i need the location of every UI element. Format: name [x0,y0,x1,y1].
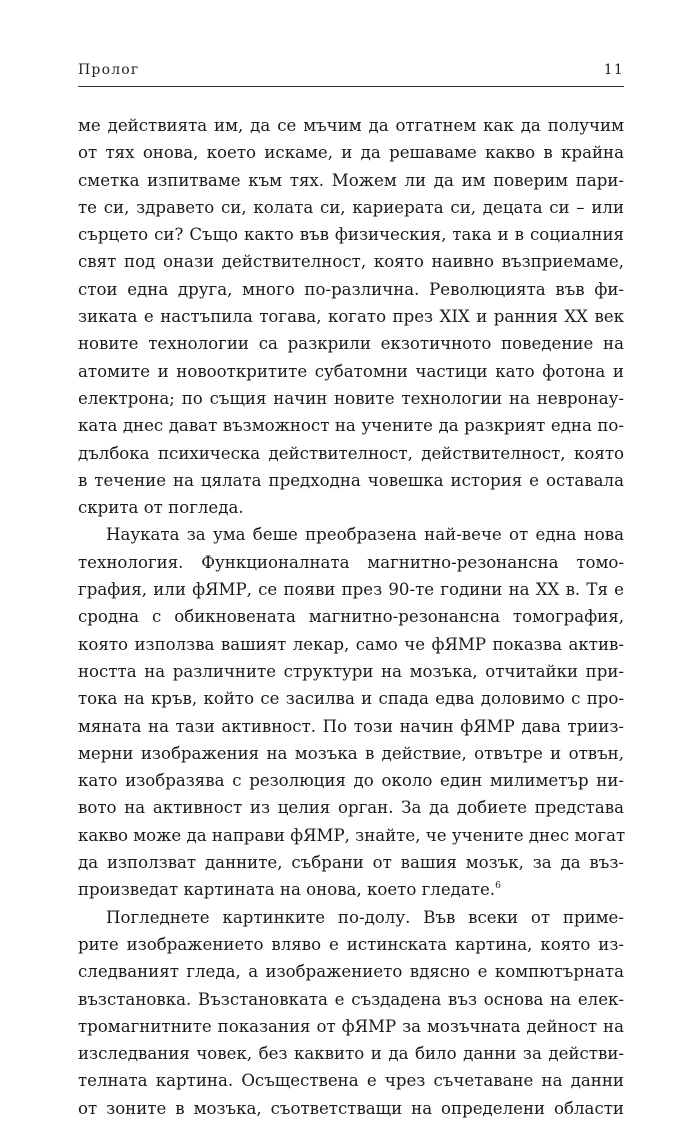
text-line: Науката за ума беше преобразена най-вече от една нова [106,525,624,545]
text-line: изследвания човек, без каквито и да било данни за действи- [78,1044,624,1064]
text-line: в течение на цялата предходна човешка история е оставала [78,470,624,490]
text-line: свят под онази действителност, която наивно възприемаме, [78,252,624,272]
header-rule [78,86,624,87]
text-line: атомите и новооткритите субатомни частици като фотона и [78,361,624,381]
text-line: мяната на тази активност. По този начин фЯМР дава трииз- [78,716,624,736]
text-line: сметка изпитваме към тях. Можем ли да им поверим пари- [78,170,624,190]
text-line: тромагнитните показания от фЯМР за мозъчната дейност на [78,1016,624,1036]
text-line: мерни изображения на мозъка в действие, отвътре и отвън, [78,743,624,763]
text-line: технология. Функционалната магнитно-резонансна томо- [78,552,624,572]
text-line: те си, здравето си, колата си, кариерата си, децата си – или [78,197,624,217]
text-line-content: произведат картината на онова, което гледате. [78,880,496,900]
text-line: да използват данните, събрани от вашия мозък, за да въз- [78,853,624,873]
text-line: какво може да направи фЯМР, знайте, че учените днес могат [78,825,626,845]
text-line: рите изображението вляво е истинската картина, която из- [78,934,624,954]
text-line: стои една друга, много по-различна. Революцията във фи- [78,279,624,299]
text-line-with-footnote [78,876,624,903]
page-number: 11 [603,62,624,78]
text-line: ността на различните структури на мозъка, отчитайки при- [78,661,624,681]
text-line: ме действията им, да се мъчим да отгатнем как да получим [78,116,624,135]
text-line: следваният гледа, а изображението вдясно е компютърната [78,962,624,982]
chapter-title: Пролог [78,62,140,78]
text-line: ката днес дават възможност на учените да разкрият една по- [78,416,624,436]
text-line: новите технологии са разкрили екзотичното поведение на [78,334,624,354]
text-line: от тях онова, което искаме, и да решаваме какво в крайна [78,143,624,163]
text-line: вото на активност из целия орган. За да добиете представа [78,798,624,818]
text-line: скрита от погледа. [78,498,244,518]
text-line: Погледнете картинките по-долу. Във всеки от приме- [106,907,624,927]
text-line: възстановка. Възстановката е създадена въз основа на елек- [78,989,624,1009]
text-line: от зоните в мозъка, съответстващи на определени области [78,1098,624,1118]
text-line: телната картина. Осъществена е чрез съчетаване на данни [78,1071,624,1091]
text-line: сърцето си? Също както във физическия, така и в социалния [78,225,624,245]
text-line: сродна с обикновената магнитно-резонансна томография, [78,607,624,627]
footnote-reference: 6 [495,881,501,892]
text-line: като изобразява с резолюция до около един милиметър ни- [78,771,624,791]
text-line: тока на кръв, който се засилва и спада едва доловимо с про- [78,689,624,709]
text-line: дълбока психическа действителност, действителност, която [78,443,624,463]
text-line: графия, или фЯМР, се появи през 90-те години на XX в. Тя е [78,580,624,600]
text-line: електрона; по същия начин новите технологии на невронау- [78,388,624,408]
body-text [78,112,624,1122]
text-line: зиката е настъпила тогава, когато през XIX и ранния XX век [78,307,624,327]
running-header [78,62,624,78]
text-line: която използва вашият лекар, само че фЯМР показва актив- [78,634,624,654]
